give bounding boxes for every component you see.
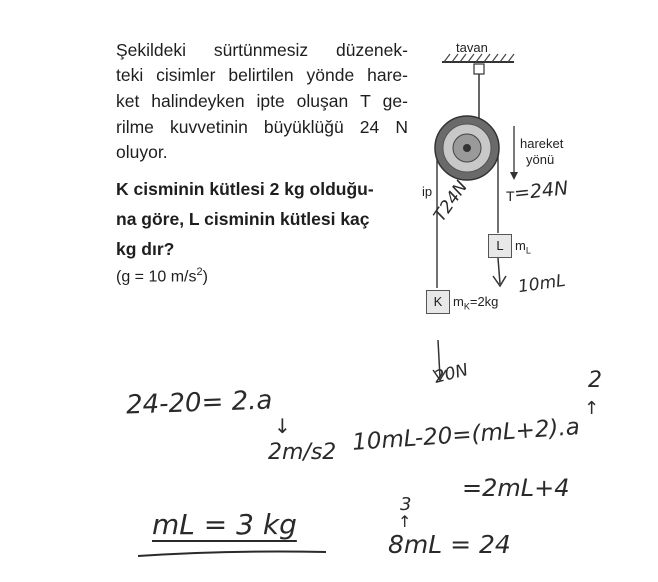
box-l: L (488, 234, 512, 258)
final-answer: mL = 3 kg (152, 508, 297, 541)
gravity-exponent: 2 (196, 266, 203, 278)
tension-label: T (506, 188, 515, 204)
question-line (116, 63, 408, 88)
equation-2: 10mL-20=(mL+2).a (351, 414, 581, 456)
mass-k-symbol: m (453, 294, 464, 309)
question-word: sürtünmesiz (213, 40, 309, 60)
direction-label-2: yönü (526, 152, 555, 167)
question-bold-line-2: na göre, L cisminin kütlesi kaç (116, 209, 370, 229)
question-word: ipte (256, 91, 285, 111)
box-k: K (426, 290, 450, 314)
question-word: kuvvetinin (170, 117, 248, 137)
question-word: oluşan (296, 91, 349, 111)
question-word: halindeyken (151, 91, 245, 111)
equation-1: 24-20= 2.a (125, 385, 273, 421)
question-word: rilme (116, 117, 154, 137)
gravity-prefix: (g = 10 m/s (116, 268, 197, 286)
mass-k-subscript: K (463, 301, 470, 312)
gravity-note (116, 266, 208, 286)
mass-l-label (515, 238, 531, 256)
question-line (116, 140, 408, 165)
mass-l-symbol: m (515, 238, 526, 253)
mass-l-subscript: L (525, 245, 531, 256)
question-word: düzenek- (335, 40, 408, 60)
question-word: Şekildeki (116, 40, 187, 60)
question-line (116, 115, 408, 140)
question-bold-line-3: kg dır? (116, 239, 175, 259)
acceleration-result: 2m/s2 (268, 440, 337, 465)
question-word: oluyor. (116, 142, 168, 162)
question-word: büyüklüğü (263, 117, 344, 137)
handwritten-weight-k: 20N (432, 360, 471, 388)
question-word: ket (116, 91, 140, 111)
question-bold-line-1: K cisminin kütlesi 2 kg olduğu- (116, 179, 374, 199)
question-word: yönde (306, 65, 355, 85)
question-word: hare- (367, 65, 408, 85)
a-value-arrow: ↑ (584, 398, 600, 419)
question-word: cisimler (156, 65, 216, 85)
equation-4-value: 3 (400, 494, 412, 515)
handwritten-weight-l: 10mL (516, 270, 567, 298)
pulley-diagram (410, 38, 610, 398)
equation-2-a-value: 2 (588, 368, 602, 393)
question-word: T (360, 91, 371, 111)
question-line (116, 38, 408, 63)
ceiling-label: tavan (456, 40, 488, 55)
gravity-suffix: ) (202, 268, 208, 286)
handwritten-tension-value: =24N (512, 177, 570, 205)
equation-4: 8mL = 24 (388, 530, 511, 559)
mass-k-value: =2kg (469, 294, 499, 309)
mass-k-label (453, 294, 498, 312)
question-line (116, 89, 408, 114)
question-word: N (395, 117, 408, 137)
question-word: belirtilen (228, 65, 294, 85)
value-arrow: ↑ (398, 512, 412, 531)
down-arrow: ↓ (274, 414, 291, 438)
handwritten-left-tension: T24N (430, 177, 473, 226)
question-word: ge- (382, 91, 408, 111)
equation-3: =2mL+4 (462, 474, 570, 502)
question-word: 24 (359, 117, 380, 137)
direction-label-1: hareket (520, 136, 564, 151)
question-word: teki (116, 65, 144, 85)
rope-label: ip (422, 184, 433, 199)
